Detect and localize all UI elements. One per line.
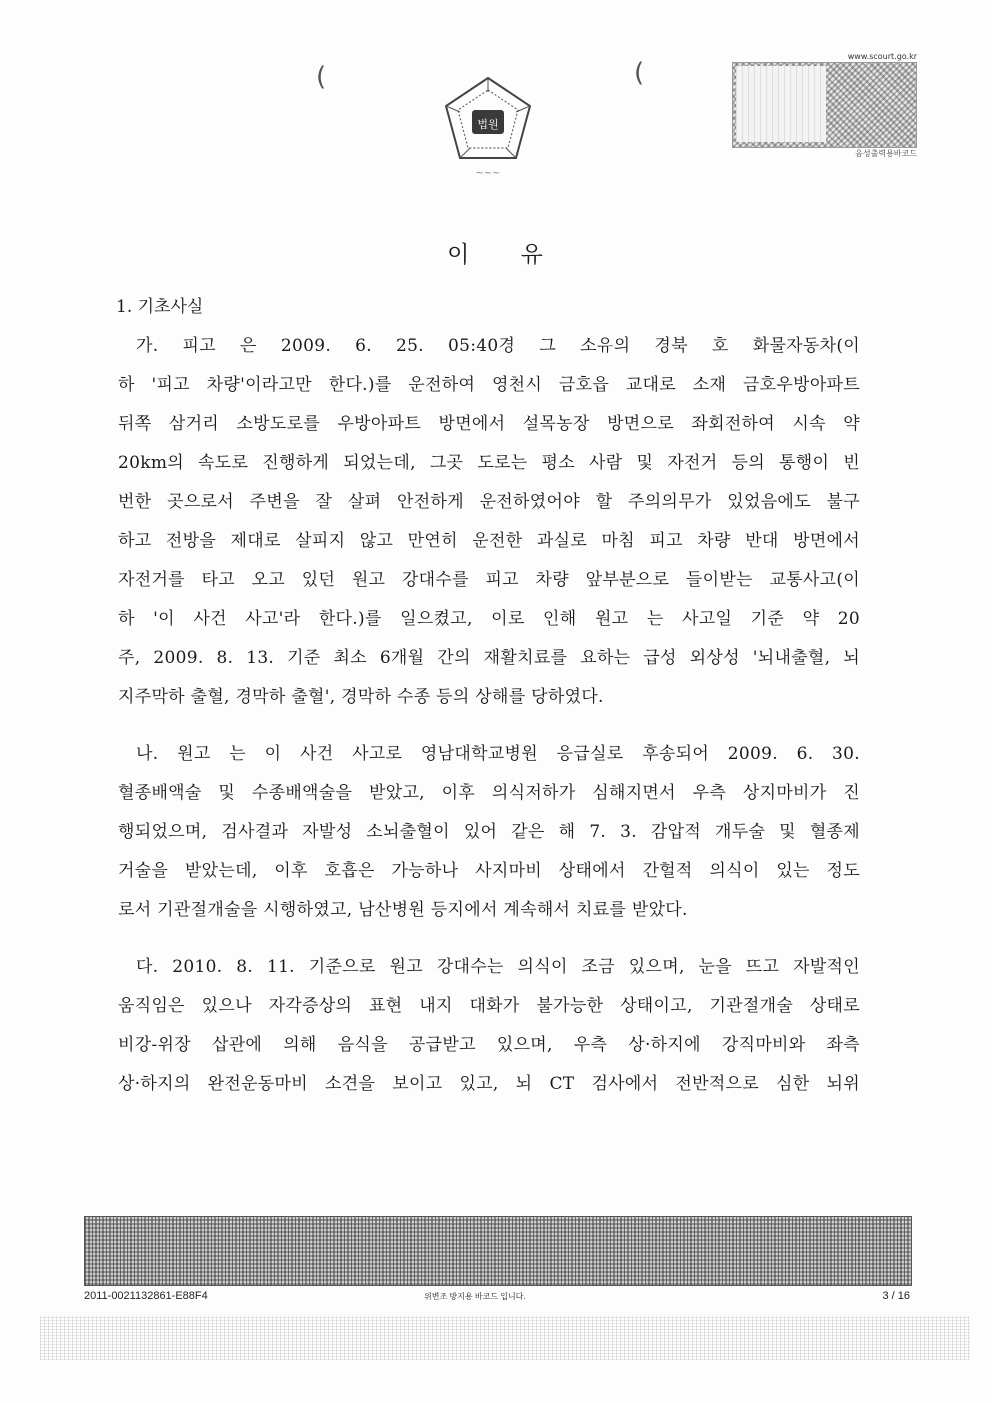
seal-inner-text: 법원 [477, 118, 499, 131]
body-line: 지주막하 출혈, 경막하 출혈', 경막하 수종 등의 상해를 당하였다. [118, 687, 604, 707]
body-line: 뒤쪽 삼거리 소방도로를 우방아파트 방면에서 설목농장 방면으로 좌회전하여 시속 약 [118, 414, 860, 434]
footer-note: 위변조 방지용 바코드 입니다. [424, 1292, 526, 1301]
body-line: 하고 전방을 제대로 살피지 않고 만연히 운전한 과실로 마침 피고 차량 반대 방면에서 [118, 531, 860, 551]
scan-mark-left: ( [316, 62, 327, 92]
body-line: 움직임은 있으나 자각증상의 표현 내지 대화가 불가능한 상태이고, 기관절개술 상태로 [118, 996, 860, 1016]
document-id: 2011-0021132861-E88F4 [84, 1290, 208, 1302]
anti-forgery-barcode-icon [84, 1216, 912, 1286]
body-line: 20km의 속도로 진행하게 되었는데, 그곳 도로는 평소 사람 및 자전거 등의 통행이 빈 [118, 453, 860, 473]
scan-noise [40, 1316, 970, 1360]
body-line: 혈종배액술 및 수종배액술을 받았고, 이후 의식저하가 심해지면서 우측 상지마비가 진 [118, 783, 860, 803]
body-line: 거술을 받았는데, 이후 호흡은 가능하나 사지마비 상태에서 간헐적 의식이 있는 정도 [118, 861, 860, 881]
page-title: 이 유 [447, 242, 545, 268]
barcode-caption: 음성출력용바코드 [855, 149, 917, 158]
court-url: www.scourt.go.kr [847, 52, 917, 61]
body-line: 가. 피고 은 2009. 6. 25. 05:40경 그 소유의 경북 호 화물자동차(이 [136, 336, 860, 356]
body-line: 자전거를 타고 오고 있던 원고 강대수를 피고 차량 앞부분으로 들이받는 교통사고(이 [118, 570, 860, 590]
body-line: 하 '이 사건 사고'라 한다.)를 일으켰고, 이로 인해 원고 는 사고일 기준 약 20 [118, 609, 860, 629]
section-title: 1. 기초사실 [116, 297, 204, 317]
body-line: 나. 원고 는 이 사건 사고로 영남대학교병원 응급실로 후송되어 2009. 6. 30. [136, 744, 860, 764]
body-line: 로서 기관절개술을 시행하였고, 남산병원 등지에서 계속해서 치료를 받았다. [118, 900, 688, 920]
page-footer [84, 1290, 910, 1306]
body-line: 번한 곳으로서 주변을 잘 살펴 안전하게 운전하였어야 할 주의의무가 있었음에도 불구 [118, 492, 860, 512]
qr-code-fade [736, 66, 826, 142]
body-line: 행되었으며, 검사결과 자발성 소뇌출혈이 있어 같은 해 7. 3. 감압적 개두술 및 혈종제 [118, 822, 860, 842]
body-line: 비강-위장 삽관에 의해 음식을 공급받고 있으며, 우측 상·하지에 강직마비와 좌측 [118, 1035, 860, 1055]
body-line: 주, 2009. 8. 13. 기준 최소 6개월 간의 재활치료를 요하는 급성 외상성 '뇌내출혈, 뇌 [118, 648, 860, 668]
scan-mark-right: ( [634, 58, 645, 88]
body-line: 하 '피고 차량'이라고만 한다.)를 운전하여 영천시 금호읍 교대로 소재 금호우방아파트 [118, 375, 860, 395]
audio-barcode [732, 52, 917, 162]
svg-text:~~~: ~~~ [475, 168, 501, 179]
body-line: 상·하지의 완전운동마비 소견을 보이고 있고, 뇌 CT 검사에서 전반적으로 심한 뇌위 [118, 1074, 860, 1094]
page-number: 3 / 16 [882, 1290, 910, 1302]
court-seal-icon [440, 72, 536, 182]
body-line: 다. 2010. 8. 11. 기준으로 원고 강대수는 의식이 조금 있으며, 눈을 뜨고 자발적인 [136, 957, 860, 977]
